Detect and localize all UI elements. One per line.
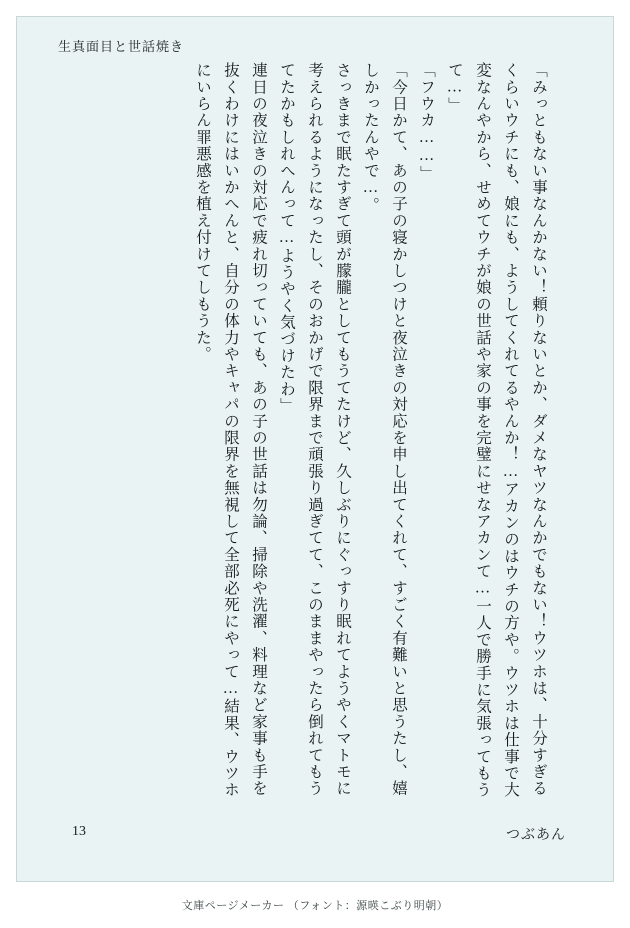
paragraph: 「今日かて、あの子の寝かしつけと夜泣きの対応を申し出てくれて、すごく有難いと思うたし、嬉しかったんやで…。	[362, 62, 407, 797]
page-title: 生真面目と世話焼き	[58, 39, 185, 54]
paragraph: 「みっともない事なんかない！頼りないとか、ダメなヤツなんかでもない！ウツホは、十分すぎるくらいウチにも、娘にも、ようしてくれてるやんか！…アカンのはウチの方や。ウツホは仕事で大変なんやから、せめてウチが娘の世話や家の事を完璧にせなアカンて…一人で勝手に気張ってもうて…」	[446, 62, 547, 799]
paragraph: 「フウカ……」	[418, 62, 435, 182]
paragraph: 連日の夜泣きの対応で疲れ切っていても、あの子の世話は勿論、掃除や洗濯、料理など家事も手を抜くわけにはいかへんと、自分の体力やキャパの限界を無視して全部必死にやって…結果、ウツホにいらん罪悪感を植え付けてしもうた。	[194, 62, 267, 799]
author-name: つぶあん	[506, 828, 566, 843]
paragraph: さっきまで眠たすぎて頭が朦朧としてもうてたけど、久しぶりにぐっすり眠れてようやくマトモに考えられるようになったし、そのおかげで限界まで頑張り過ぎてて、このままやったら倒れてもうてたかもしれへんって…ようやく気づけたわ」	[278, 62, 351, 797]
page-number: 13	[72, 824, 86, 839]
generator-caption: 文庫ページメーカー （フォント：源暎こぶり明朝）	[181, 900, 449, 912]
vertical-text-body	[46, 62, 552, 802]
